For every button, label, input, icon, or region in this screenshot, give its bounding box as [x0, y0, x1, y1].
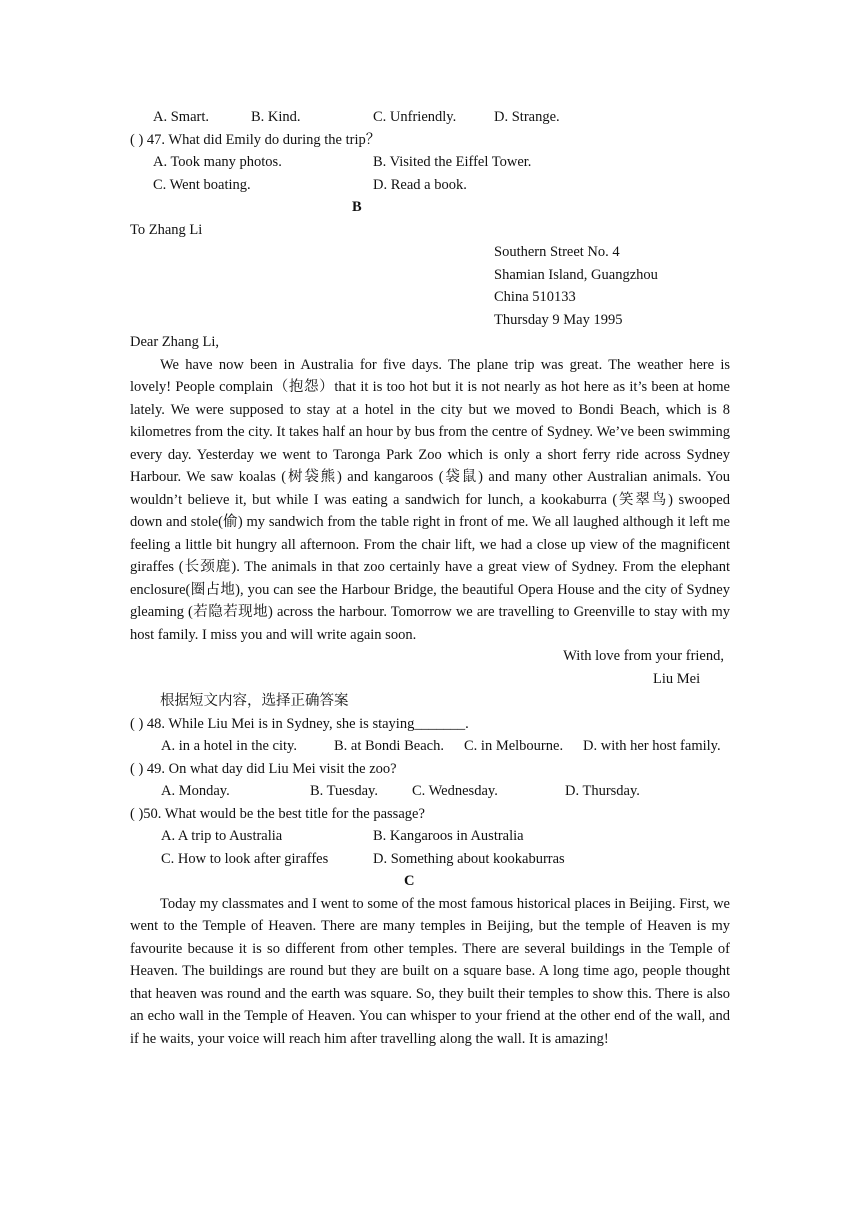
q47-option-c: C. Went boating.: [153, 176, 251, 193]
q47-option-b: B. Visited the Eiffel Tower.: [373, 154, 532, 170]
q46-option-b: B. Kind.: [251, 109, 301, 125]
q50-options-row2: [130, 848, 730, 871]
instruction: 根据短文内容，选择正确答案: [160, 693, 349, 709]
exam-page: [130, 106, 730, 1050]
q50-option-c: C. How to look after giraffes: [161, 850, 329, 867]
q50-options-row1: [130, 825, 730, 848]
q46-options: [130, 106, 730, 129]
q49-options: [130, 780, 730, 803]
q46-option-c: C. Unfriendly.: [373, 109, 457, 125]
q50-option-a: A. A trip to Australia: [161, 828, 283, 844]
letter-body: [130, 354, 730, 647]
q46-option-a: A. Smart.: [153, 109, 209, 125]
section-c-heading: C: [404, 873, 415, 889]
letter-body-text: We have now been in Australia for five days. The plane trip was great. The weather here is lovely! People complain（抱怨）that it is too hot but it is not nearly as hot here as it’s been at home lately. We were supposed to stay at a hotel in the city but we moved to Bondi Beach, which is 8 kilometres from the city. It takes half an hour by bus from the centre of Sydney. We’ve been swimming every day. Yesterday we went to Taronga Park Zoo which is only a short ferry ride across Sydney Harbour. We saw koalas (树袋熊) and kangaroos (袋鼠) and many other Australian animals. You wouldn’t believe it, but while I was eating a sandwich for lunch, a kookaburra (笑翠鸟) swooped down and stole(偷) my sandwich from the table right in front of me. We all laughed although it left me feeling a little bit hungry all afternoon. From the chair lift, we had a close up view of the magnificent giraffes (长颈鹿). The animals in that zoo certainly have a great view of Sydney. From the elephant enclosure(圈占地), you can see the Harbour Bridge, the beautiful Opera House and the city of Sydney gleaming (若隐若现地) across the harbour. Tomorrow we are travelling to Greenville to stay with my host family. I miss you and will write again soon.: [130, 356, 730, 643]
q49-option-a: A. Monday.: [161, 783, 230, 799]
q47-stem: ( ) 47. What did Emily do during the trip？: [130, 131, 381, 148]
q47-options-row2: [130, 174, 730, 197]
q47-option-d: D. Read a book.: [373, 176, 467, 193]
q48-option-c: C. in Melbourne.: [464, 738, 564, 754]
letter-closing: With love from your friend,: [563, 648, 724, 664]
address-line-2: Shamian Island, Guangzhou: [494, 266, 658, 283]
section-b-heading: B: [352, 199, 362, 215]
q48-option-d: D. with her host family.: [583, 738, 721, 754]
letter-date: Thursday 9 May 1995: [494, 311, 623, 328]
q48-stem: ( ) 48. While Liu Mei is in Sydney, she is staying_______.: [130, 715, 469, 732]
q47-option-a: A. Took many photos.: [153, 154, 282, 170]
address-line-1: Southern Street No. 4: [494, 244, 620, 260]
q48-options: [130, 735, 730, 758]
q46-option-d: D. Strange.: [494, 109, 560, 125]
passage-c-text: Today my classmates and I went to some of the most famous historical places in Beijing. First, we went to the Temple of Heaven. There are many temples in Beijing, but the temple of Heaven is my favourite because it is so different from other temples. There are several buildings in the Temple of Heaven. The buildings are round but they are built on a square base. A long time ago, people thought that heaven was round and the earth was square. So, they built their temples to show this. There is also an echo wall in the Temple of Heaven. You can whisper to your friend at the other end of the wall, and if he waits, your voice will reach him after travelling along the wall. It is amazing!: [130, 895, 730, 1047]
q50-option-d: D. Something about kookaburras: [373, 850, 565, 867]
passage-c: [130, 893, 730, 1051]
q50-option-b: B. Kangaroos in Australia: [373, 828, 524, 844]
q49-option-d: D. Thursday.: [565, 783, 640, 799]
letter-signature: Liu Mei: [653, 670, 701, 687]
letter-to-line: To Zhang Li: [130, 221, 203, 238]
address-line-3: China 510133: [494, 289, 576, 305]
letter-greeting: Dear Zhang Li,: [130, 334, 219, 350]
q47-options-row1: [130, 151, 730, 174]
q48-option-a: A. in a hotel in the city.: [161, 738, 297, 754]
q49-option-b: B. Tuesday.: [310, 783, 378, 799]
q49-option-c: C. Wednesday.: [412, 783, 498, 799]
q50-stem: ( )50. What would be the best title for the passage?: [130, 805, 425, 822]
q49-stem: ( ) 49. On what day did Liu Mei visit the zoo?: [130, 760, 397, 777]
q48-option-b: B. at Bondi Beach.: [334, 738, 444, 754]
